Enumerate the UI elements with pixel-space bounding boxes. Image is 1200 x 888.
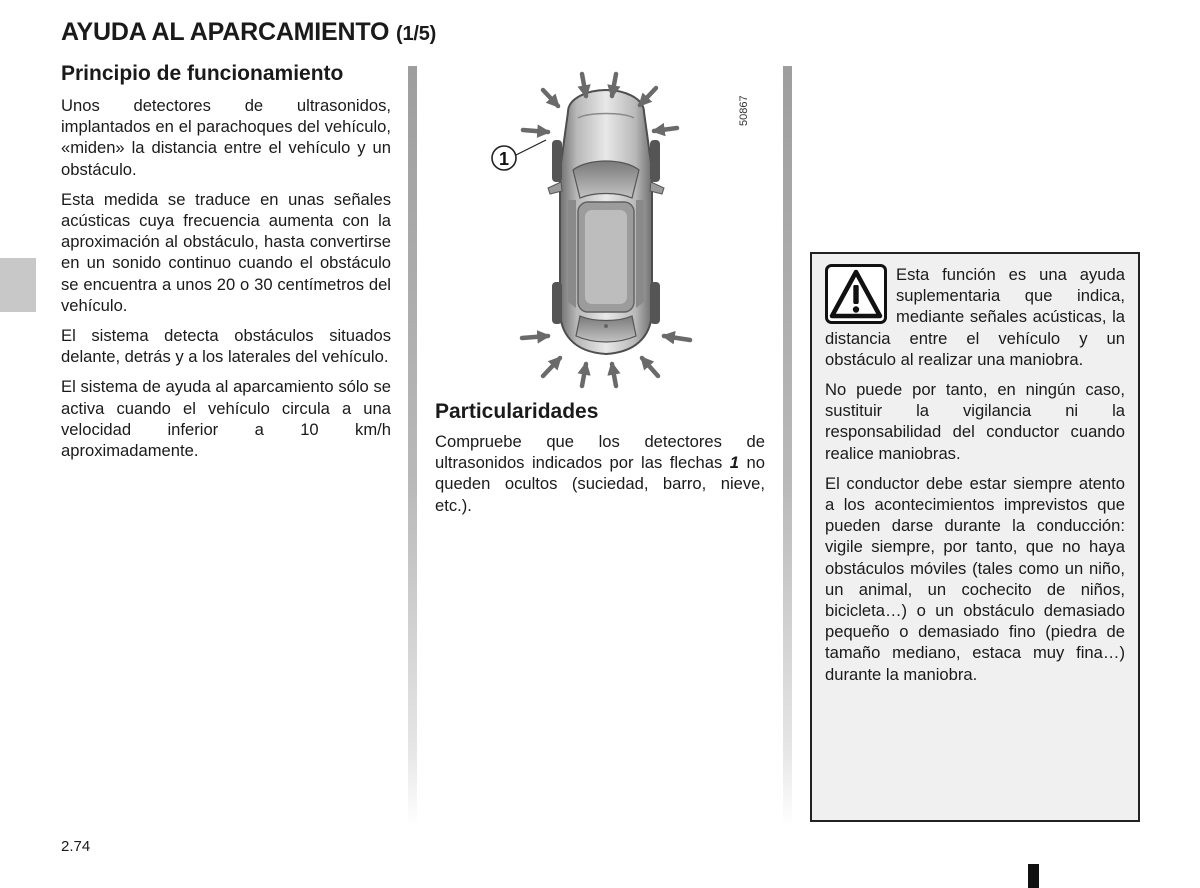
page-title-text: AYUDA AL APARCAMIENTO [61,18,390,46]
figure-reference: 50867 [738,95,750,126]
particularities-text-a: Compruebe que los detectores de ultrasonidos indicados por las flechas [435,432,765,473]
principle-paragraph-1: Unos detectores de ultrasonidos, implantados en el parachoques del vehículo, «miden» la distancia entre el vehículo y un obstáculo. [61,96,391,179]
warning-paragraph-2: No puede por tanto, en ningún caso, sustituir la vigilancia ni la responsabilidad del conductor cuando realice maniobras. [825,380,1125,463]
particularities-ref: 1 [729,453,740,473]
column-divider-left [408,66,417,826]
warning-paragraph-3: El conductor debe estar siempre atento a los acontecimientos imprevistos que pueden darse durante la conducción: vigile siempre, por tanto, que no haya obstáculos móviles (tales como un niño, un animal, un cochecito de niños, bicicleta…) o un obstáculo demasiado pequeño o demasiado fino (piedra de tamaño mediano, estaca muy fina…) durante la maniobra. [825,473,1125,684]
car-sensor-diagram [418,60,780,395]
page-number: 2.74 [61,838,91,855]
column-divider-right [783,66,792,826]
particularities-text-b: no queden ocultos (suciedad, barro, nieve, etc.). [435,453,765,515]
principle-heading: Principio de funcionamiento [61,62,344,85]
warning-paragraph-1: Esta función es una ayuda suplementaria que indica, mediante señales acústicas, la distancia entre el vehículo y un obstáculo al realizar una maniobra. [825,265,1125,369]
page-title [61,18,436,47]
callout-label: 1 [498,149,510,169]
page-title-part: (1/5) [395,23,437,45]
warning-box [810,252,1140,822]
column-principle [61,62,391,470]
particularities-paragraph [435,431,765,516]
warning-triangle-icon [825,264,887,324]
chapter-edge-mark [1028,864,1039,888]
principle-paragraph-3: El sistema detecta obstáculos situados delante, detrás y a los laterales del vehículo. [61,326,391,367]
particularities-heading: Particularidades [435,400,599,423]
section-tab [0,258,36,312]
principle-paragraph-4: El sistema de ayuda al aparcamiento sólo se activa cuando el vehículo circula a una velocidad inferior a 10 km/h aproximadamente. [61,377,391,461]
principle-paragraph-2: Esta medida se traduce en unas señales acústicas cuya frecuencia aumenta con la aproximación al obstáculo, hasta convertirse en un sonido continuo cuando el obstáculo se encuentra a unos 20 o 30 centímetros del vehículo. [61,189,391,315]
column-particularities [435,400,765,525]
car-icon [548,90,664,354]
